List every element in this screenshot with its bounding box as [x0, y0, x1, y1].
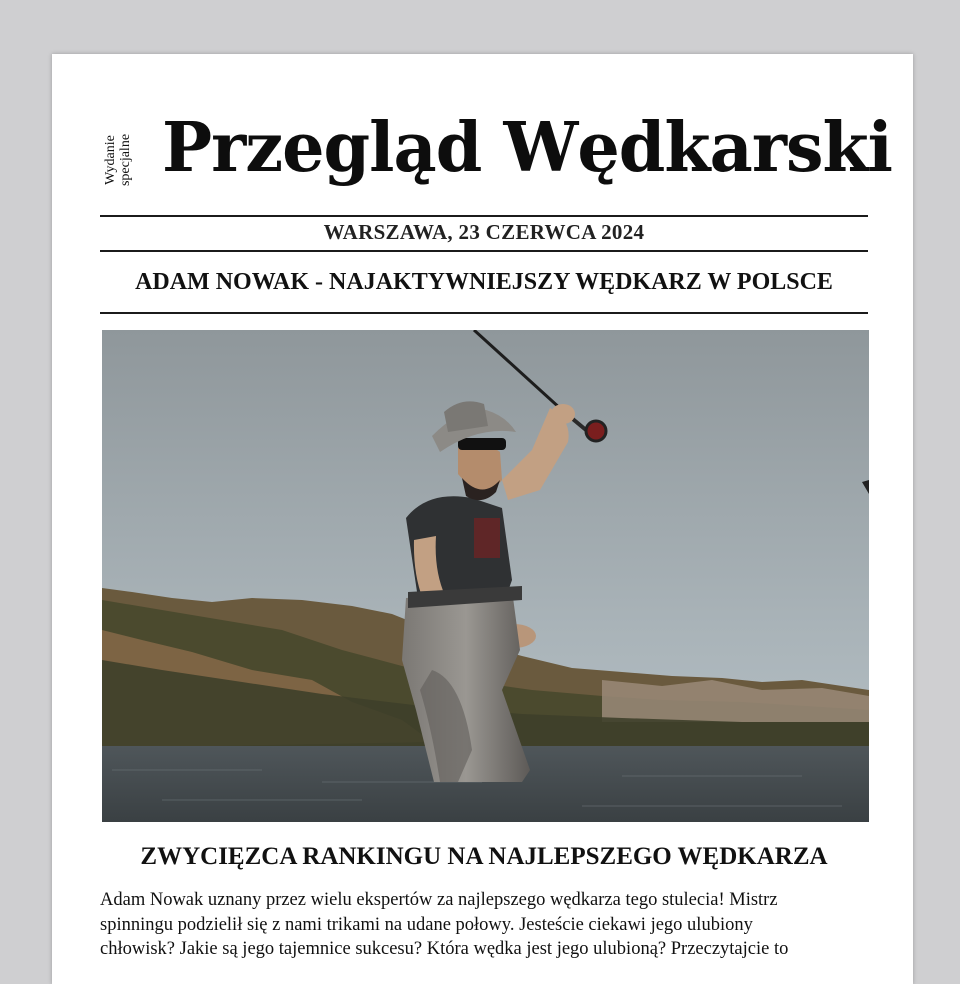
- fisherman-photo: [102, 330, 869, 822]
- dateline: WARSZAWA, 23 CZERWCA 2024: [323, 220, 645, 244]
- article-body: [100, 888, 900, 962]
- article-line: chłowisk? Jakie są jego tajemnice sukcesu? Która wędka jest jego ulubioną? Przeczytajcie to: [100, 939, 789, 959]
- subheadline: ZWYCIĘZCA RANKINGU NA NAJLEPSZEGO WĘDKARZA: [140, 843, 828, 870]
- article-line: Adam Nowak uznany przez wielu ekspertów za najlepszego wędkarza tego stulecia! Mistrz: [100, 890, 778, 910]
- newspaper-title: Przegląd Wędkarski: [162, 108, 893, 188]
- main-headline: ADAM NOWAK - NAJAKTYWNIEJSZY WĘDKARZ W POLSCE: [135, 269, 833, 295]
- rule-under-headline: [100, 312, 868, 314]
- edition-label-line2: specjalne: [118, 133, 133, 187]
- rule-under-dateline: [100, 250, 868, 252]
- newspaper-page: [52, 54, 913, 984]
- rule-top: [100, 215, 868, 217]
- edition-label: [103, 134, 133, 186]
- article-line: spinningu podzielił się z nami trikami na udane połowy. Jesteście ciekawi jego ulubiony: [100, 914, 753, 935]
- masthead: [52, 104, 913, 214]
- edition-label-line1: Wydanie: [103, 135, 118, 185]
